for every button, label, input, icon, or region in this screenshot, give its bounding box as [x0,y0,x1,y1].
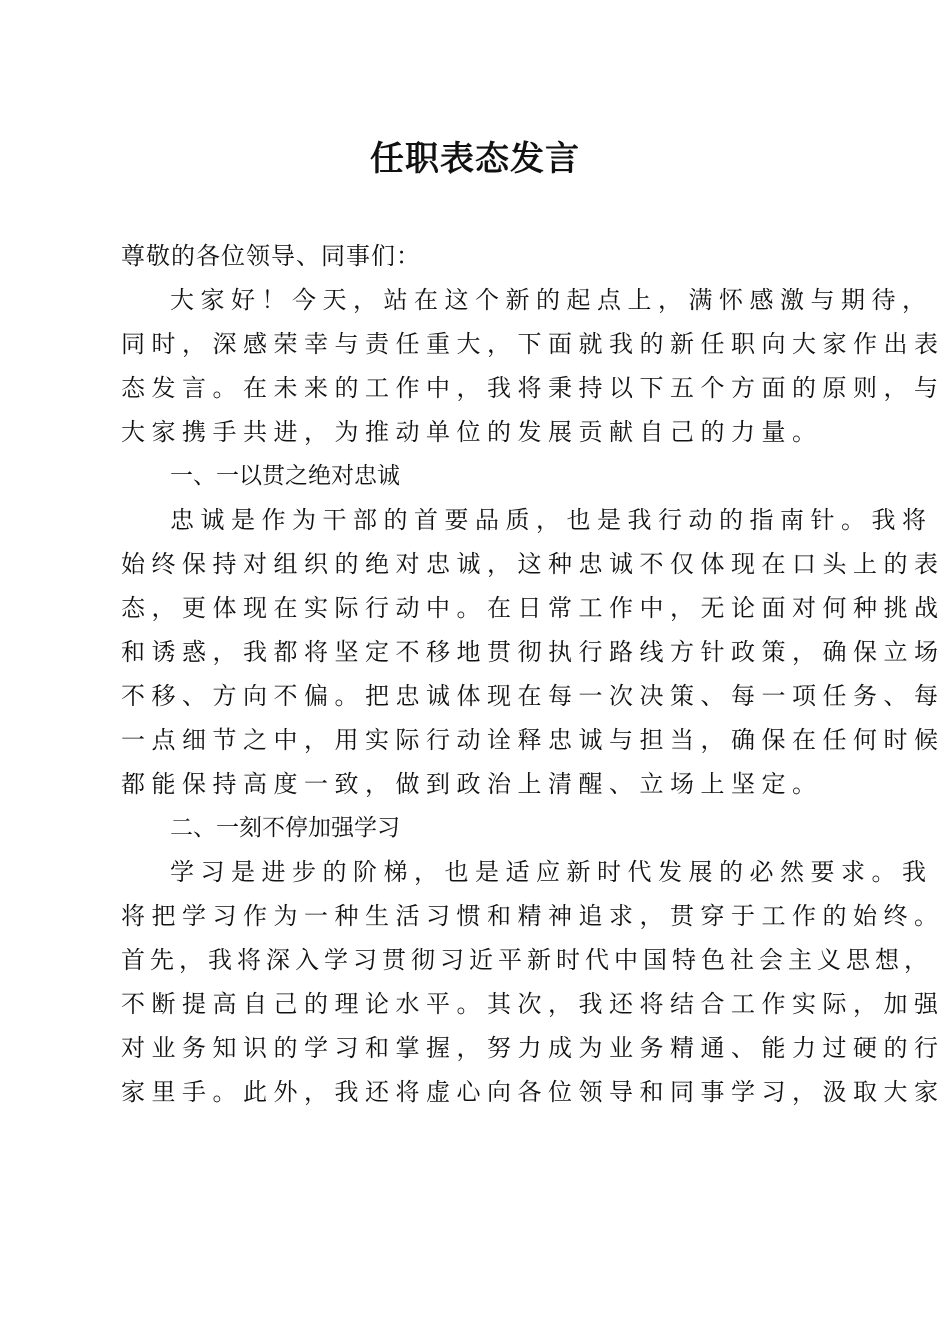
section1-line-1: 忠诚是作为干部的首要品质，也是我行动的指南针。我将 [170,506,933,534]
section-heading-2: 二、一刻不停加强学习 [170,815,400,841]
section1-line-4: 和诱惑，我都将坚定不移地贯彻执行路线方针政策，确保立场 [121,638,945,666]
section1-line-3: 态，更体现在实际行动中。在日常工作中，无论面对何种挑战 [121,594,945,622]
intro-line-1: 大家好！今天，站在这个新的起点上，满怀感激与期待， [170,286,933,314]
section1-line-7: 都能保持高度一致，做到政治上清醒、立场上坚定。 [121,770,823,798]
section-heading-1: 一、一以贯之绝对忠诚 [170,463,400,489]
section2-line-4: 不断提高自己的理论水平。其次，我还将结合工作实际，加强 [121,990,945,1018]
section2-line-6: 家里手。此外，我还将虚心向各位领导和同事学习，汲取大家 [121,1078,945,1106]
section1-line-5: 不移、方向不偏。把忠诚体现在每一次决策、每一项任务、每 [121,682,945,710]
salutation: 尊敬的各位领导、同事们： [121,242,421,270]
page-title: 任职表态发言 [370,139,580,179]
intro-line-3: 态发言。在未来的工作中，我将秉持以下五个方面的原则，与 [121,374,945,402]
intro-line-4: 大家携手共进，为推动单位的发展贡献自己的力量。 [121,418,823,446]
section2-line-2: 将把学习作为一种生活习惯和精神追求，贯穿于工作的始终。 [121,902,945,930]
section1-line-2: 始终保持对组织的绝对忠诚，这种忠诚不仅体现在口头上的表 [121,550,945,578]
section1-line-6: 一点细节之中，用实际行动诠释忠诚与担当，确保在任何时候 [121,726,945,754]
section2-line-5: 对业务知识的学习和掌握，努力成为业务精通、能力过硬的行 [121,1034,945,1062]
section2-line-3: 首先，我将深入学习贯彻习近平新时代中国特色社会主义思想， [121,946,933,974]
section2-line-1: 学习是进步的阶梯，也是适应新时代发展的必然要求。我 [170,858,933,886]
intro-line-2: 同时，深感荣幸与责任重大，下面就我的新任职向大家作出表 [121,330,945,358]
